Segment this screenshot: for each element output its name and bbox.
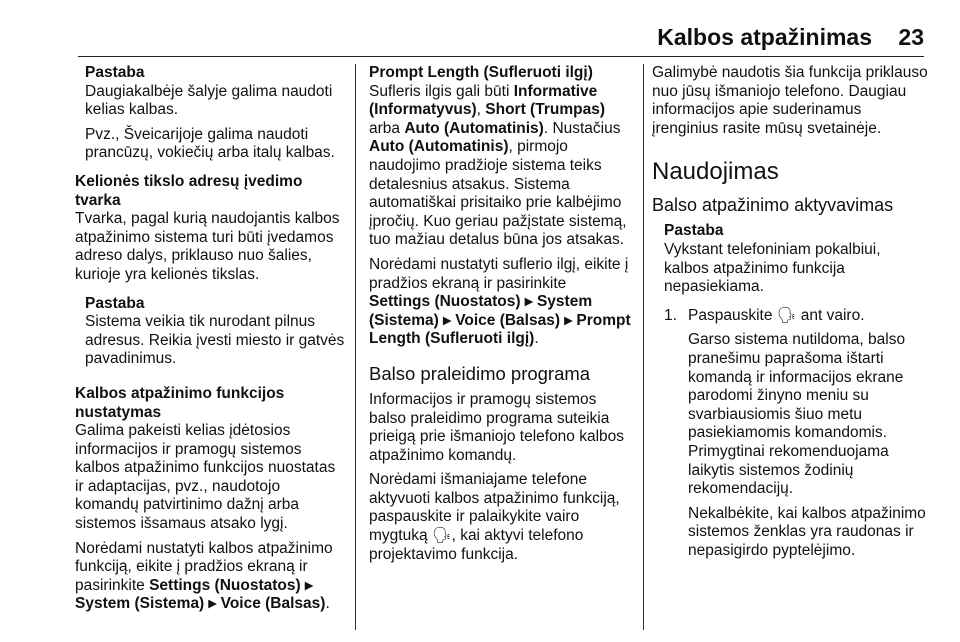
text-run: . (534, 330, 539, 348)
menu-path-item: System (Sistema) (369, 293, 593, 329)
note-text: Pvz., Šveicarijoje galima naudoti prancūzų, vokiečių arba italų kalbas. (85, 125, 335, 162)
section-heading: Kelionės tikslo adresų įvedimo tvarka (75, 172, 303, 209)
page-number: 23 (898, 24, 924, 50)
note-box (652, 222, 928, 296)
text-run: , pirmojo naudojimo pradžioje sistema teiks detalesnius atsakus. Sistema automatiškai prisitaiko prie kalbėjimo įpročių. Kuo geriau pažįstate sistemą, tuo mažiau detalus būna jos atsakas. (369, 138, 627, 249)
note-text: Daugiakalbėje šalyje galima naudoti kelias kalbas. (85, 82, 333, 119)
header-rule (78, 56, 924, 57)
voice-icon: 🗣 (431, 527, 452, 545)
menu-path-item: Settings (Nuostatos) (149, 576, 301, 594)
note-text: Vykstant telefoniniam pokalbiui, kalbos atpažinimo funkcija nepasiekiama. (664, 240, 881, 296)
section-title: Naudojimas (652, 158, 779, 186)
option-label: Short (Trumpas) (485, 101, 605, 119)
paragraph: Nekalbėkite, kai kalbos atpažinimo sistemos ženklas yra raudonas ir nepasigirdo pyptelėjimo. (688, 504, 926, 559)
arrow-icon: ▸ (304, 576, 313, 594)
subsection-heading: Balso atpažinimo aktyvavimas (652, 195, 894, 216)
paragraph (369, 83, 631, 250)
text-run: Norėdami nustatyti kalbos atpažinimo funkciją, eikite į pradžios ekraną ir pasirinkite (75, 539, 333, 594)
menu-path-item: Prompt Length (Sufleruoti ilgį) (369, 311, 631, 348)
paragraph (369, 471, 631, 564)
menu-path-item: Settings (Nuostatos) (369, 293, 521, 311)
text-run: . Nustačius (543, 119, 621, 137)
text-run: Sufleris ilgis gali būti (369, 82, 514, 100)
option-label: Auto (Automatinis) (369, 138, 509, 156)
step-item (652, 307, 928, 326)
column-divider (355, 64, 356, 630)
step-number: 1. (664, 306, 677, 324)
menu-path-item: Voice (Balsas) (220, 595, 326, 613)
column-3 (652, 64, 928, 560)
menu-path-item: System (Sistema) (75, 595, 205, 613)
page-header (0, 0, 960, 58)
arrow-icon: ▸ (564, 311, 573, 329)
paragraph (369, 256, 631, 349)
page-title: Kalbos atpažinimas (657, 24, 872, 50)
paragraph (75, 540, 347, 614)
note-text: Sistema veikia tik nurodant pilnus adresus. Reikia įvesti miesto ir gatvės pavadinimus. (85, 313, 345, 368)
column-divider (643, 64, 644, 630)
arrow-icon: ▸ (443, 311, 451, 329)
voice-icon: 🗣 (776, 306, 797, 324)
text-run: . (325, 595, 330, 613)
paragraph: Garso sistema nutildoma, balso pranešimu paprašoma ištarti komandą ir informacijos ekrane parodomi žinyno meniu su svarbiausiomis šiuo metu pasiekiamomis komandomis. Primygtinai rekomenduojama laikytis sistemos žodinių rekomendacijų. (688, 331, 906, 498)
arrow-icon: ▸ (524, 293, 533, 311)
option-label: Auto (Automatinis) (404, 119, 544, 137)
text-run: Norėdami išmaniajame telefone aktyvuoti kalbos atpažinimo funkciją, paspauskite ir palaikykite vairo mygtuką (369, 471, 620, 545)
menu-path-item: Voice (Balsas) (455, 311, 561, 329)
subsection-heading: Balso praleidimo programa (369, 362, 591, 384)
paragraph: Galimybė naudotis šia funkcija priklauso nuo jūsų išmaniojo telefono. Daugiau informacijos apie suderinamus įrenginius rasite mūsų svetainėje. (652, 64, 928, 137)
note-box (75, 64, 347, 163)
note-title: Pastaba (85, 64, 145, 81)
paragraph: Tvarka, pagal kurią naudojantis kalbos atpažinimo sistema turi būti įvedamos adreso dalys, priklauso nuo šalies, kurioje yra kelionės tikslas. (75, 210, 340, 283)
note-box (75, 295, 347, 369)
note-title: Pastaba (664, 222, 724, 240)
text-run: Norėdami nustatyti suflerio ilgį, eikite į pradžios ekraną ir pasirinkite (369, 255, 629, 292)
text-run: Paspauskite (688, 306, 777, 324)
text-run: ant vairo. (796, 306, 865, 324)
section-heading: Kalbos atpažinimo funkcijos nustatymas (75, 384, 285, 421)
option-label: Informative (Informatyvus) (369, 82, 598, 119)
paragraph: Galima pakeisti kelias įdėtosios informacijos ir pramogų sistemos kalbos atpažinimo funkcijos nuostatas ir adaptacijas, pvz., naudotojo komandų patvirtinimo dažnį arba sistemos išsamaus atsako lygį. (75, 422, 336, 533)
column-1 (75, 64, 347, 614)
paragraph: Informacijos ir pramogų sistemos balso praleidimo programa suteikia prieigą prie išmaniojo telefono kalbos atpažinimo komandų. (369, 390, 625, 464)
section-heading: Prompt Length (Sufleruoti ilgį) (369, 64, 593, 81)
text-run: arba (369, 119, 405, 137)
step-text (664, 307, 928, 326)
note-title: Pastaba (85, 294, 145, 312)
text-run: , (476, 101, 486, 119)
arrow-icon: ▸ (208, 595, 217, 613)
text-run: , kai aktyvi telefono projektavimo funkcija. (369, 527, 584, 563)
column-2 (369, 64, 631, 564)
